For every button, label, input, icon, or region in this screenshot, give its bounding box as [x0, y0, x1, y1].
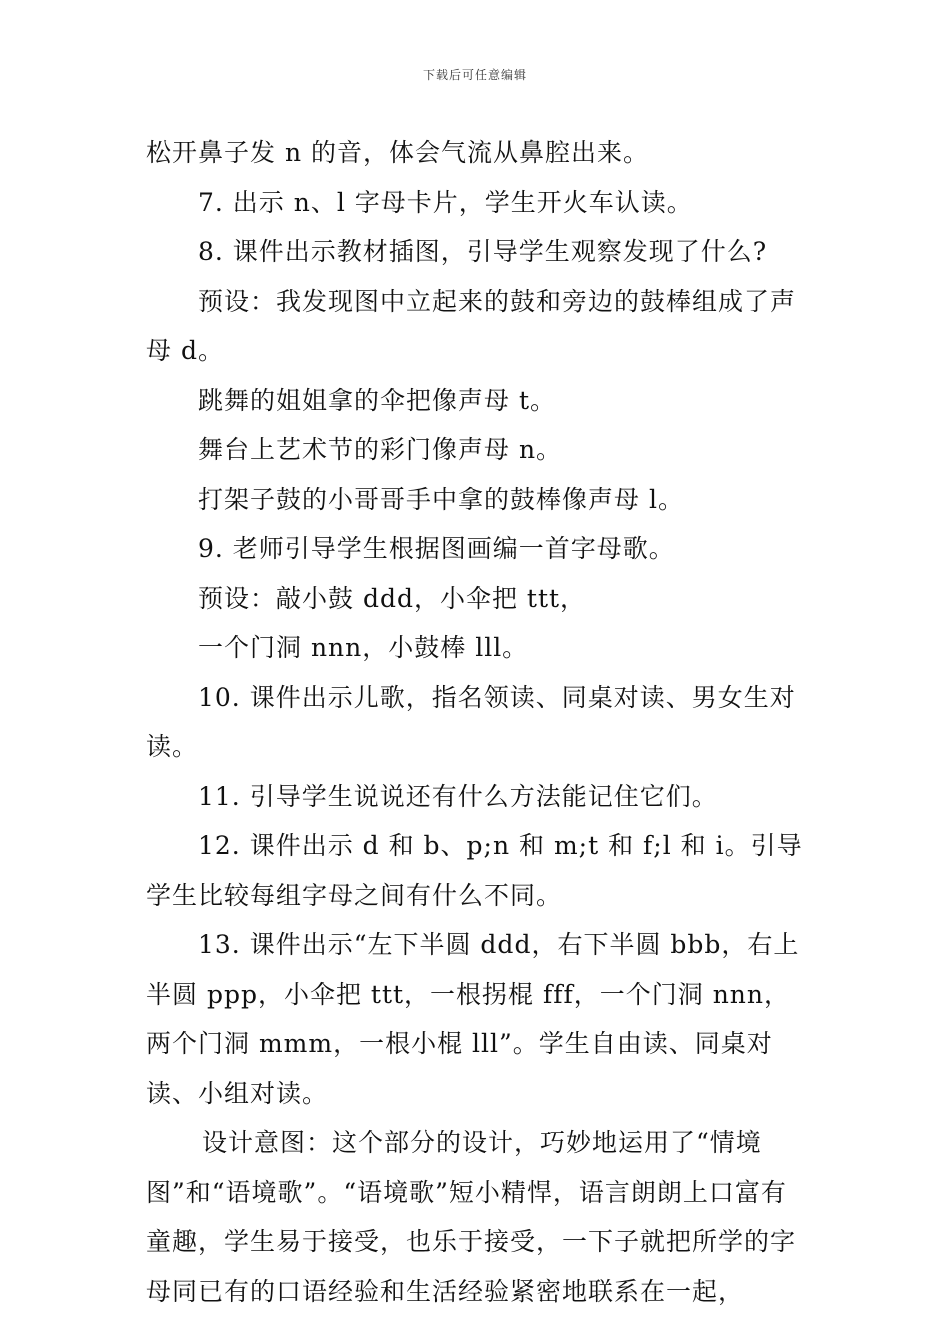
paragraph: 设计意图：这个部分的设计，巧妙地运用了“情境图”和“语境歌”。“语境歌”短小精悍，语言朗朗上口富有童趣，学生易于接受，也乐于接受，一下子就把所学的字母同已有的口语经验和生活经验紧密地联系在一起，	[146, 1128, 797, 1306]
paragraph: 7. 出示 n、l 字母卡片，学生开火车认读。	[198, 187, 693, 217]
paragraph: 预设：敲小鼓 ddd，小伞把 ttt，	[198, 583, 587, 613]
paragraph: 13. 课件出示“左下半圆 ddd，右下半圆 bbb，右上半圆 ppp，小伞把 ttt，一根拐棍 fff，一个门洞 nnn，两个门洞 mmm，一根小棍 lll”。学生自由读、同桌对读、小组对读。	[146, 930, 800, 1108]
paragraph: 打架子鼓的小哥哥手中拿的鼓棒像声母 l。	[198, 484, 684, 514]
page-header-note: 下载后可任意编辑	[422, 68, 527, 82]
paragraph: 松开鼻子发 n 的音，体会气流从鼻腔出来。	[146, 138, 649, 167]
paragraph: 跳舞的姐姐拿的伞把像声母 t。	[198, 385, 556, 415]
document-body	[146, 128, 812, 1316]
paragraph: 12. 课件出示 d 和 b、p;n 和 m;t 和 f;l 和 i。引导学生比较每组字母之间有什么不同。	[146, 831, 803, 910]
paragraph: 预设：我发现图中立起来的鼓和旁边的鼓棒组成了声母 d。	[146, 286, 797, 365]
paragraph: 8. 课件出示教材插图，引导学生观察发现了什么?	[198, 237, 768, 266]
paragraph: 舞台上艺术节的彩门像声母 n。	[198, 435, 563, 464]
paragraph: 一个门洞 nnn，小鼓棒 lll。	[198, 633, 529, 662]
paragraph: 11. 引导学生说说还有什么方法能记住它们。	[198, 781, 718, 811]
paragraph: 10. 课件出示儿歌，指名领读、同桌对读、男女生对读。	[146, 682, 796, 761]
paragraph: 9. 老师引导学生根据图画编一首字母歌。	[198, 534, 675, 563]
